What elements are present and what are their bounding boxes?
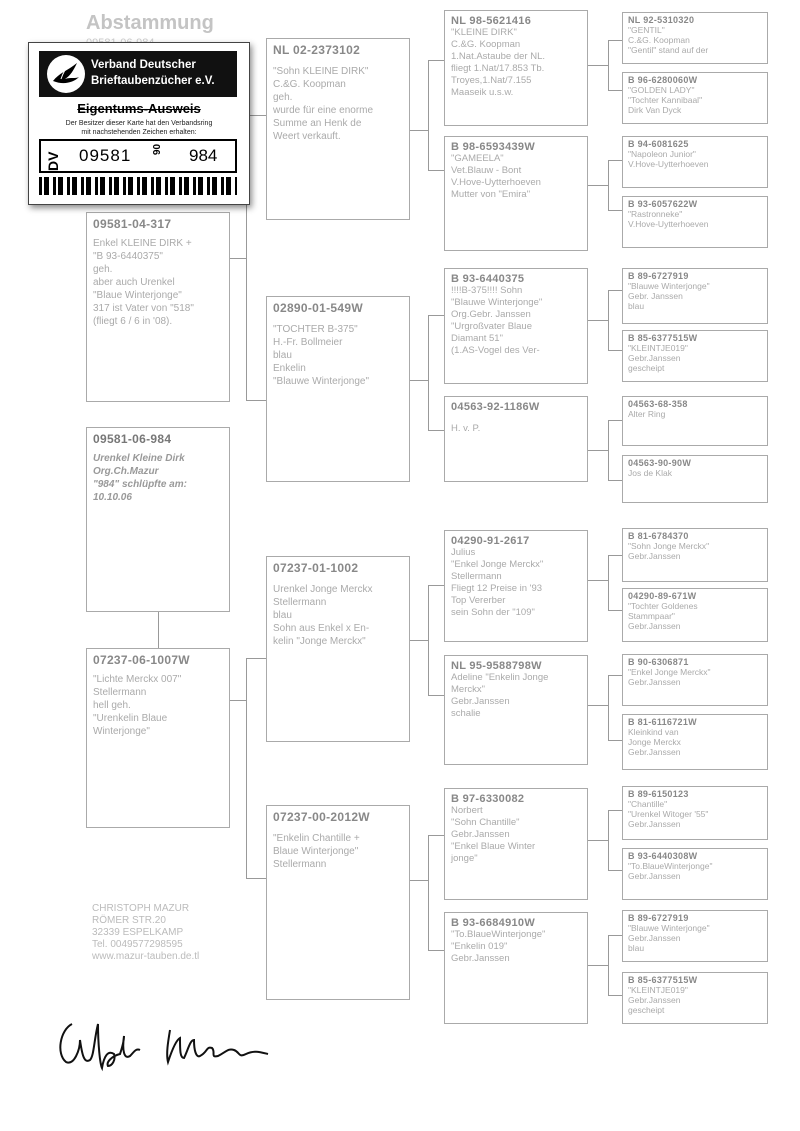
ancestor-box-3: B 94-6081625 "Napoleon Junior" V.Hove-Uytterhoeven: [622, 136, 768, 188]
signature: [50, 1010, 290, 1080]
ancestor-box-5: B 89-6727919 "Blauwe Winterjonge" Gebr. Janssen blau: [622, 268, 768, 324]
ownership-card: [28, 42, 250, 205]
card-title: Eigentums-Ausweis: [77, 101, 201, 116]
ancestor-box-6: B 85-6377515W "KLEINTJE019" Gebr.Janssen gescheipt: [622, 330, 768, 382]
ggp-box-6: NL 95-9588798W Adeline "Enkelin Jonge Merckx" Gebr.Janssen schalie: [444, 655, 588, 765]
ggp-box-8: B 93-6684910W "To.BlaueWinterjonge" "Enkelin 019" Gebr.Janssen: [444, 912, 588, 1024]
ancestor-box-2: B 96-6280060W "GOLDEN LADY" "Tochter Kannibaal" Dirk Van Dyck: [622, 72, 768, 124]
granddam-maternal-box: 07237-00-2012W "Enkelin Chantille + Blaue Winterjonge" Stellermann: [266, 805, 410, 1000]
card-header: [39, 51, 237, 97]
card-ring: 984: [189, 146, 218, 165]
ancestor-box-12: B 81-6116721W Kleinkind van Jonge Merckx Gebr.Janssen: [622, 714, 768, 770]
ancestor-box-15: B 89-6727919 "Blauwe Winterjonge" Gebr.Janssen blau: [622, 910, 768, 962]
ggp-box-7: B 97-6330082 Norbert "Sohn Chantille" Gebr.Janssen "Enkel Blaue Winter jonge": [444, 788, 588, 900]
sire-box: 09581-04-317 Enkel KLEINE DIRK + "B 93-6440375" geh. aber auch Urenkel "Blaue Winterjonge" 317 ist Vater von "518" (fliegt 6 / 6 in '08).: [86, 212, 230, 402]
grandsire-paternal-box: NL 02-2373102 "Sohn KLEINE DIRK" C.&G. Koopman geh. wurde für eine enorme Summe an Henk de Weert verkauft.: [266, 38, 410, 220]
ancestor-box-16: B 85-6377515W "KLEINTJE019" Gebr.Janssen gescheipt: [622, 972, 768, 1024]
grandsire-maternal-box: 07237-01-1002 Urenkel Jonge Merckx Stellermann blau Sohn aus Enkel x En- kelin "Jonge Merckx": [266, 556, 410, 742]
ggp-box-1: NL 98-5621416 "KLEINE DIRK" C.&G. Koopman 1.Nat.Astaube der NL. fliegt 1.Nat/17.853 Tb. Troyes,1.Nat/7.155 Maaseik u.s.w.: [444, 10, 588, 126]
ggp-box-2: B 98-6593439W "GAMEELA" Vet.Blauw - Bont V.Hove-Uytterhoeven Mutter von "Emira": [444, 136, 588, 251]
ancestor-box-4: B 93-6057622W "Rastronneke" V.Hove-Uytterhoeven: [622, 196, 768, 248]
ancestor-box-13: B 89-6150123 "Chantille" "Urenkel Witoger '55" Gebr.Janssen: [622, 786, 768, 840]
ancestor-box-9: B 81-6784370 "Sohn Jonge Merckx" Gebr.Janssen: [622, 528, 768, 582]
ggp-box-5: 04290-91-2617 Julius "Enkel Jonge Merckx" Stellermann Fliegt 12 Preise in '93 Top Vererber sein Sohn der "109": [444, 530, 588, 642]
card-ring-number: [39, 139, 237, 173]
ggp-box-3: B 93-6440375 !!!!B-375!!!! Sohn "Blauwe Winterjonge" Org.Gebr. Janssen "Urgroßvater Blaue Diamant 51" (1.AS-Vogel des Ver-: [444, 268, 588, 384]
ancestor-box-8: 04563-90-90W Jos de Klak: [622, 455, 768, 503]
card-decorative-border: [39, 177, 237, 195]
owner-address: CHRISTOPH MAZUR RÖMER STR.20 32339 ESPELKAMP Tel. 0049577298595 www.mazur-tauben.de.tl: [92, 903, 200, 962]
granddam-paternal-box: 02890-01-549W "TOCHTER B-375" H.-Fr. Bollmeier blau Enkelin "Blauwe Winterjonge": [266, 296, 410, 482]
card-note-1: Der Besitzer dieser Karte hat den Verbandsring: [65, 120, 213, 127]
ggp-box-4: 04563-92-1186W H. v. P.: [444, 396, 588, 482]
card-org-line-2: Brieftaubenzücher e.V.: [91, 75, 215, 87]
card-year: 06: [150, 144, 161, 156]
subject-ring: 09581-06-984: [93, 432, 172, 446]
ancestor-box-11: B 90-6306871 "Enkel Jonge Merckx" Gebr.Janssen: [622, 654, 768, 706]
card-org-line-1: Verband Deutscher: [91, 59, 196, 71]
card-note-2: mit nachstehenden Zeichen erhalten:: [81, 129, 197, 136]
card-club-number: 09581: [79, 146, 132, 165]
ancestor-box-7: 04563-68-358 Alter Ring: [622, 396, 768, 446]
dam-box: 07237-06-1007W "Lichte Merckx 007" Stellermann hell geh. "Urenkelin Blaue Winterjonge": [86, 648, 230, 828]
pigeon-logo-icon: [47, 55, 85, 93]
ancestor-box-10: 04290-89-671W "Tochter Goldenes Stammpaar" Gebr.Janssen: [622, 588, 768, 642]
page-title: Abstammung: [86, 12, 214, 34]
subject-box: 09581-06-984 Urenkel Kleine Dirk Org.Ch.Mazur "984" schlüpfte am: 10.10.06: [86, 427, 230, 612]
card-prefix: DV: [45, 151, 61, 171]
ancestor-box-14: B 93-6440308W "To.BlaueWinterjonge" Gebr.Janssen: [622, 848, 768, 900]
ancestor-box-1: NL 92-5310320 "GENTIL" C.&G. Koopman "Gentil" stand auf der: [622, 12, 768, 64]
